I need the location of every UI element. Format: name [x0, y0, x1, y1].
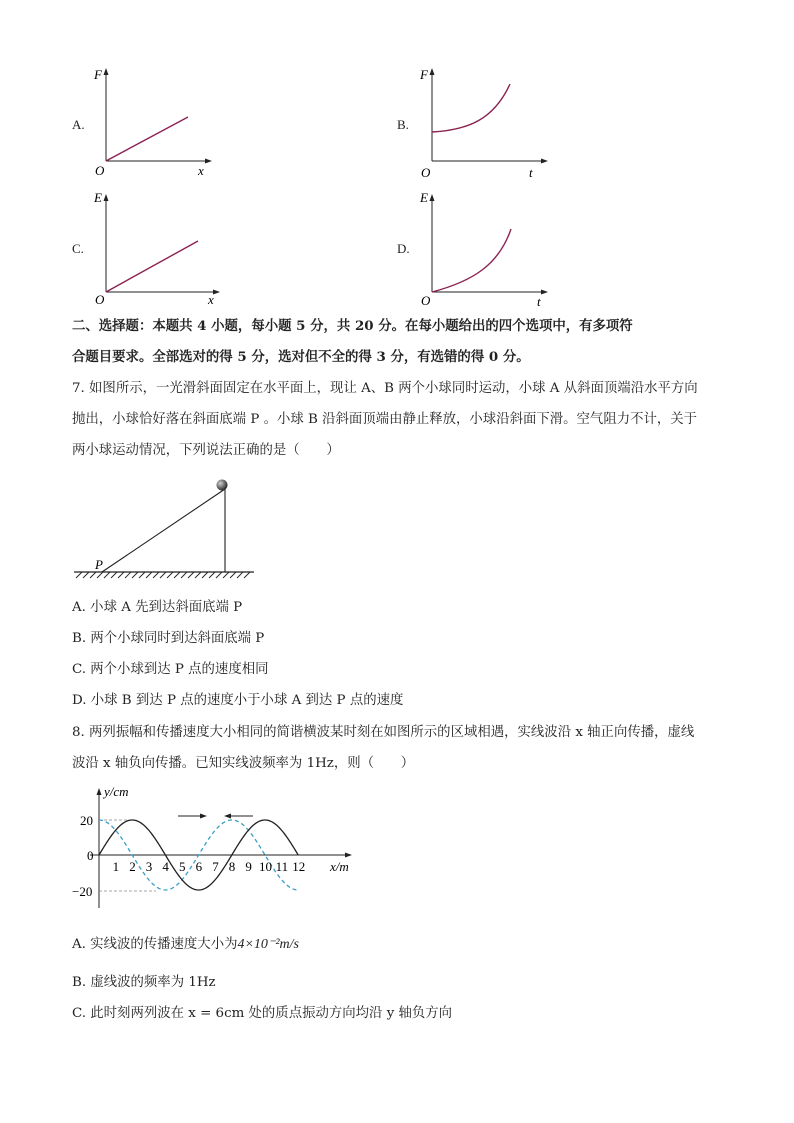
x-tick-5: 5 [179, 859, 186, 874]
x-tick-7: 7 [212, 859, 219, 874]
y-tick-neg20: −20 [72, 884, 93, 899]
graph-d-x-label: t [537, 294, 541, 309]
q8-line2: 波沿 x 轴负向传播。已知实线波频率为 1Hz，则（ ） [72, 756, 415, 771]
y-axis-label: y/cm [104, 784, 129, 799]
x-tick-3: 3 [145, 859, 153, 874]
graph-b-y-label: F [420, 67, 428, 82]
x-tick-4: 4 [162, 859, 169, 874]
graph-c-curve [106, 241, 198, 292]
point-p-label: P [95, 557, 103, 572]
x-tick-9: 9 [245, 859, 252, 874]
graph-a-curve [106, 117, 188, 161]
q7-option-d: D. 小球 B 到达 P 点的速度小于小球 A 到达 P 点的速度 [72, 693, 404, 708]
wave-chart [60, 780, 370, 920]
graph-c-origin: O [95, 292, 105, 307]
graph-a-x-label: x [198, 163, 204, 178]
x-tick-8: 8 [228, 859, 236, 874]
x-axis-label: x/m [330, 859, 349, 874]
q8-option-b: B. 虚线波的频率为 1Hz [72, 975, 216, 990]
graph-a-origin: O [95, 163, 105, 178]
q8-line1: 8. 两列振幅和传播速度大小相同的简谐横波某时刻在如图所示的区域相遇，实线波沿 x 轴正向传播，虚线 [72, 725, 695, 740]
graph-c-y-label: E [94, 190, 102, 205]
q7-option-b: B. 两个小球同时到达斜面底端 P [72, 631, 265, 646]
section2-line2: 合题目要求。全部选对的得 5 分，选对但不全的得 3 分，有选错的得 0 分。 [72, 349, 530, 365]
graph-d-curve [432, 229, 511, 292]
q7-line2: 抛出，小球恰好落在斜面底端 P 。小球 B 沿斜面顶端由静止释放，小球沿斜面下滑。空气阻力不计，关于 [72, 412, 698, 427]
option-c-label: C. [72, 241, 84, 256]
q8-option-a-value: 4×10⁻²m/s [237, 937, 299, 952]
option-a-label: A. [72, 117, 85, 132]
ball [217, 480, 228, 491]
graph-b-origin: O [421, 165, 431, 180]
graph-b [414, 64, 554, 182]
section2-line1: 二、选择题：本题共 4 小题，每小题 5 分，共 20 分。在每小题给出的四个选项中，有多项符 [72, 318, 633, 334]
graph-a [88, 64, 218, 182]
graph-a-y-label: F [94, 67, 102, 82]
q7-line3: 两小球运动情况，下列说法正确的是（ ） [72, 443, 340, 458]
q8-option-c: C. 此时刻两列波在 x = 6cm 处的质点振动方向均沿 y 轴负方向 [72, 1006, 453, 1021]
graph-d [414, 186, 554, 310]
incline-slope [102, 489, 225, 572]
graph-b-curve [432, 84, 510, 132]
y-tick-20: 20 [80, 813, 93, 828]
x-tick-12: 12 [292, 859, 306, 874]
x-tick-1: 1 [112, 859, 120, 874]
graph-c [88, 186, 228, 310]
x-tick-10: 10 [259, 859, 272, 874]
x-tick-11: 11 [275, 859, 289, 874]
q8-option-a [72, 935, 299, 955]
incline-figure [70, 472, 260, 584]
graph-b-x-label: t [529, 165, 533, 180]
q7-option-a: A. 小球 A 先到达斜面底端 P [72, 600, 243, 615]
x-tick-2: 2 [129, 859, 136, 874]
graph-d-origin: O [421, 293, 431, 308]
graph-d-y-label: E [420, 190, 428, 205]
y-tick-0: 0 [87, 848, 94, 863]
graph-c-x-label: x [208, 292, 214, 307]
q7-option-c: C. 两个小球到达 P 点的速度相同 [72, 662, 269, 677]
option-d-label: D. [397, 241, 410, 256]
option-b-label: B. [397, 117, 409, 132]
q7-line1: 7. 如图所示，一光滑斜面固定在水平面上，现让 A、B 两个小球同时运动，小球 A 从斜面顶端沿水平方向 [72, 381, 698, 396]
x-tick-6: 6 [195, 859, 203, 874]
q8-option-a-text: A. 实线波的传播速度大小为 [72, 937, 238, 952]
